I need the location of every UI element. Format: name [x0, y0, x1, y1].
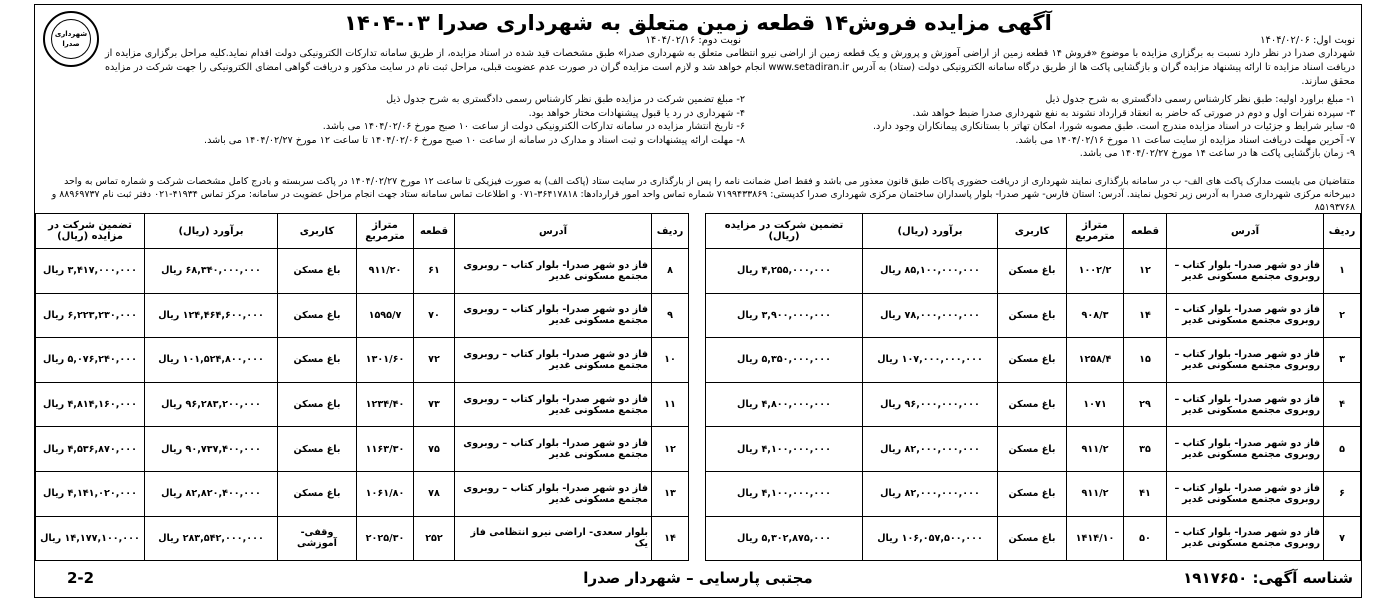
row-usage: باغ مسکن — [278, 382, 357, 427]
row-guarantee: ۴,۲۵۵,۰۰۰,۰۰۰ ریال — [706, 249, 863, 294]
row-guarantee: ۵,۳۵۰,۰۰۰,۰۰۰ ریال — [706, 338, 863, 383]
row-area: ۱۳۰۱/۶۰ — [357, 338, 414, 383]
condition-item: ۶- تاریخ انتشار مزایده در سامانه تدارکات الکترونیکی دولت از ساعت ۱۰ صبح مورخ ۱۴۰۴/۰۲/۰۶ می باشد. — [322, 121, 745, 132]
row-plot: ۷۰ — [414, 293, 455, 338]
ad-id: شناسه آگهی: ۱۹۱۷۶۵۰ — [1183, 569, 1353, 587]
row-area: ۱۲۵۸/۴ — [1067, 338, 1124, 383]
header-guarantee: تضمین شرکت در مزایده (ریال) — [706, 214, 863, 249]
condition-item: ۳- سپرده نفرات اول و دوم در صورتی که حاضر به انعقاد قرارداد نشوند به نفع شهرداری صدرا ضبط خواهد شد. — [912, 107, 1355, 119]
row-number: ۱ — [1324, 249, 1361, 294]
row-estimate: ۹۶,۲۸۳,۲۰۰,۰۰۰ ریال — [145, 382, 278, 427]
row-guarantee: ۱۴,۱۷۷,۱۰۰,۰۰۰ ریال — [36, 516, 145, 561]
header-area: متراژ مترمربع — [1067, 214, 1124, 249]
row-number: ۲ — [1324, 293, 1361, 338]
table-row — [706, 516, 1361, 561]
row-plot: ۵۰ — [1124, 516, 1167, 561]
row-usage: باغ مسکن — [998, 471, 1067, 516]
row-address: فاز دو شهر صدرا- بلوار کتاب – روبروی مجتمع مسکونی غدیر — [1167, 516, 1324, 561]
header-address: آدرس — [455, 214, 652, 249]
row-number: ۱۲ — [652, 427, 689, 472]
row-address: فاز دو شهر صدرا- بلوار کتاب – روبروی مجتمع مسکونی غدیر — [455, 382, 652, 427]
condition-item: ۷- آخرین مهلت دریافت اسناد مزایده از سایت ساعت ۱۱ مورخ ۱۴۰۴/۰۲/۱۶ می باشد. — [1015, 134, 1355, 146]
header-usage: کاربری — [998, 214, 1067, 249]
table-row — [36, 471, 689, 516]
row-area: ۱۰۷۱ — [1067, 382, 1124, 427]
conditions-list — [125, 93, 1355, 161]
row-area: ۲۰۲۵/۳۰ — [357, 516, 414, 561]
row-plot: ۲۹ — [1124, 382, 1167, 427]
row-plot: ۷۳ — [414, 382, 455, 427]
table-row — [706, 471, 1361, 516]
condition-item: ۹- زمان بازگشایی پاکت ها در ساعت ۱۴ مورخ ۱۴۰۴/۰۲/۲۷ می باشد. — [1079, 148, 1355, 159]
row-estimate: ۱۰۶,۰۵۷,۵۰۰,۰۰۰ ریال — [863, 516, 998, 561]
table-header-row — [36, 214, 689, 249]
conditions-row — [125, 147, 1355, 161]
row-guarantee: ۴,۸۰۰,۰۰۰,۰۰۰ ریال — [706, 382, 863, 427]
row-plot: ۶۱ — [414, 249, 455, 294]
row-usage: باغ مسکن — [278, 338, 357, 383]
row-address: فاز دو شهر صدرا- بلوار کتاب – روبروی مجتمع مسکونی غدیر — [1167, 382, 1324, 427]
table-row — [706, 382, 1361, 427]
row-guarantee: ۴,۱۴۱,۰۲۰,۰۰۰ ریال — [36, 471, 145, 516]
intro-paragraph: شهرداری صدرا در نظر دارد نسبت به برگزاری مزایده با موضوع «فروش ۱۴ قطعه زمین از اراضی آموزش و پرورش و یک قطعه زمین از اراضی نیرو انتظامی متعلق به شهرداری صدرا» طبق مشخصات قید شده در اسناد مزایده، از طریق سامانه تدارکات الکترونیکی دولت اقدام نماید.کلیه مراحل برگزاری مزایده از دریافت اسناد مزایده تا ارائه پیشنهاد مزایده گران و بازگشایی پاکت ها از طریق درگاه سامانه الکترونیکی دولت (ستاد) به آدرس www.setadiran.ir انجام خواهد شد و لازم است مزایده گران در صورت عدم عضویت قبلی، مراحل ثبت نام در سایت مذکور و دریافت گواهی امضای الکترونیکی را جهت شرکت در مزایده محقق سازند. — [105, 48, 1355, 87]
conditions-row — [125, 120, 1355, 134]
row-area: ۱۵۹۵/۷ — [357, 293, 414, 338]
table-row — [36, 293, 689, 338]
table-row — [36, 338, 689, 383]
second-notice-date: نوبت دوم: ۱۴۰۴/۰۲/۱۶ — [645, 35, 741, 46]
row-number: ۶ — [1324, 471, 1361, 516]
row-area: ۹۱۱/۲۰ — [357, 249, 414, 294]
header-area: متراژ مترمربع — [357, 214, 414, 249]
row-plot: ۷۸ — [414, 471, 455, 516]
row-area: ۱۴۱۴/۱۰ — [1067, 516, 1124, 561]
row-estimate: ۹۶,۰۰۰,۰۰۰,۰۰۰ ریال — [863, 382, 998, 427]
row-number: ۱۰ — [652, 338, 689, 383]
condition-item: ۵- سایر شرایط و جزئیات در اسناد مزایده مندرج است. طبق مصوبه شورا، امکان تهاتر با بستانکاری پیمانکاران وجود دارد. — [872, 121, 1355, 132]
row-usage: باغ مسکن — [998, 382, 1067, 427]
condition-item: ۲- مبلغ تضمین شرکت در مزایده طبق نظر کارشناس رسمی دادگستری به شرح جدول ذیل — [386, 94, 745, 105]
mayor-signature: مجتبی پارسایی – شهردار صدرا — [583, 569, 813, 587]
footer — [35, 567, 1361, 591]
table-row — [36, 249, 689, 294]
row-usage: باغ مسکن — [998, 516, 1067, 561]
row-usage: باغ مسکن — [998, 427, 1067, 472]
table-header-row — [706, 214, 1361, 249]
first-notice-date: نوبت اول: ۱۴۰۴/۰۲/۰۶ — [1260, 35, 1355, 46]
row-plot: ۱۲ — [1124, 249, 1167, 294]
header-row-number: ردیف — [1324, 214, 1361, 249]
row-usage: باغ مسکن — [278, 249, 357, 294]
row-estimate: ۸۲,۰۰۰,۰۰۰,۰۰۰ ریال — [863, 427, 998, 472]
page-number: 2-2 — [67, 569, 95, 587]
row-estimate: ۲۸۳,۵۴۲,۰۰۰,۰۰۰ ریال — [145, 516, 278, 561]
header-row-number: ردیف — [652, 214, 689, 249]
row-usage: باغ مسکن — [278, 471, 357, 516]
row-area: ۹۱۱/۲ — [1067, 471, 1124, 516]
row-plot: ۷۵ — [414, 427, 455, 472]
row-address: فاز دو شهر صدرا- بلوار کتاب – روبروی مجتمع مسکونی غدیر — [455, 471, 652, 516]
row-estimate: ۱۰۱,۵۲۴,۸۰۰,۰۰۰ ریال — [145, 338, 278, 383]
row-plot: ۳۵ — [1124, 427, 1167, 472]
table-row — [36, 516, 689, 561]
row-estimate: ۸۲,۸۲۰,۴۰۰,۰۰۰ ریال — [145, 471, 278, 516]
table-row — [706, 338, 1361, 383]
row-estimate: ۶۸,۳۴۰,۰۰۰,۰۰۰ ریال — [145, 249, 278, 294]
row-estimate: ۱۰۷,۰۰۰,۰۰۰,۰۰۰ ریال — [863, 338, 998, 383]
plots-table-left — [35, 213, 689, 561]
row-guarantee: ۴,۵۳۶,۸۷۰,۰۰۰ ریال — [36, 427, 145, 472]
row-number: ۸ — [652, 249, 689, 294]
row-address: فاز دو شهر صدرا- بلوار کتاب – روبروی مجتمع مسکونی غدیر — [455, 293, 652, 338]
row-address: فاز دو شهر صدرا- بلوار کتاب – روبروی مجتمع مسکونی غدیر — [1167, 249, 1324, 294]
row-plot: ۷۲ — [414, 338, 455, 383]
plots-table-right — [705, 213, 1361, 561]
row-estimate: ۷۸,۰۰۰,۰۰۰,۰۰۰ ریال — [863, 293, 998, 338]
conditions-row — [125, 107, 1355, 121]
row-area: ۱۲۳۴/۴۰ — [357, 382, 414, 427]
notice-frame — [34, 4, 1362, 598]
row-number: ۷ — [1324, 516, 1361, 561]
row-estimate: ۸۵,۱۰۰,۰۰۰,۰۰۰ ریال — [863, 249, 998, 294]
header-estimate: برآورد (ریال) — [145, 214, 278, 249]
table-row — [706, 293, 1361, 338]
row-number: ۳ — [1324, 338, 1361, 383]
condition-item: ۱- مبلغ براورد اولیه: طبق نظر کارشناس رسمی دادگستری به شرح جدول ذیل — [1045, 94, 1355, 105]
row-usage: باغ مسکن — [998, 338, 1067, 383]
condition-item: ۸- مهلت ارائه پیشنهادات و ثبت اسناد و مدارک در سامانه از ساعت ۱۰ صبح مورخ ۱۴۰۴/۰۲/۰۶ تا ساعت ۱۲ مورخ ۱۴۰۴/۰۲/۲۷ می باشد. — [204, 134, 745, 146]
row-guarantee: ۴,۸۱۴,۱۶۰,۰۰۰ ریال — [36, 382, 145, 427]
row-area: ۱۰۰۲/۲ — [1067, 249, 1124, 294]
header-plot: قطعه — [414, 214, 455, 249]
row-plot: ۲۵۲ — [414, 516, 455, 561]
row-number: ۵ — [1324, 427, 1361, 472]
submission-note: متقاضیان می بایست مدارک پاکت های الف- ب در سامانه بارگذاری نمایند شهرداری از دریافت حضوری پاکات طبق قانون معذور می باشد و فقط اصل ضمانت نامه را پس از بارگذاری در سایت ستاد (پاکت الف) به صورت فیزیکی تا ساعت ۱۲ مورخ ۱۴۰۴/۰۲/۲۷ در پاکت سربسته و بادرج کامل مشخصات شرکت و شماره تماس به واحد دبیرخانه مرکزی شهرداری صدرا به آدرس زیر تحویل نمایند. آدرس: استان فارس- شهر صدرا- بلوار پاسداران ساختمان مرکزی شهرداری صدرا کدپستی: ۷۱۹۹۴۳۳۸۶۹ شماره تماس واحد امور قراردادها: ۳۶۴۱۷۸۱۸-۰۷۱ و اطلاعات تماس سامانه ستاد جهت انجام مراحل عضویت در سامانه: مرکز تماس ۴۱۹۳۴-۰۲۱ دفتر ثبت نام ۸۸۹۶۹۷۳۷ و ۸۵۱۹۳۷۶۸ — [51, 176, 1355, 213]
row-guarantee: ۴,۱۰۰,۰۰۰,۰۰۰ ریال — [706, 471, 863, 516]
row-address: فاز دو شهر صدرا- بلوار کتاب – روبروی مجتمع مسکونی غدیر — [1167, 471, 1324, 516]
row-guarantee: ۵,۳۰۲,۸۷۵,۰۰۰ ریال — [706, 516, 863, 561]
row-guarantee: ۳,۹۰۰,۰۰۰,۰۰۰ ریال — [706, 293, 863, 338]
row-area: ۹۱۱/۲ — [1067, 427, 1124, 472]
header-usage: کاربری — [278, 214, 357, 249]
row-area: ۱۱۶۳/۳۰ — [357, 427, 414, 472]
row-usage: باغ مسکن — [998, 293, 1067, 338]
row-guarantee: ۶,۲۲۳,۲۳۰,۰۰۰ ریال — [36, 293, 145, 338]
row-usage: باغ مسکن — [278, 293, 357, 338]
table-row — [36, 382, 689, 427]
row-area: ۹۰۸/۳ — [1067, 293, 1124, 338]
row-address: فاز دو شهر صدرا- بلوار کتاب – روبروی مجتمع مسکونی غدیر — [455, 427, 652, 472]
logo-text: شهرداری صدرا — [54, 30, 88, 48]
row-address: فاز دو شهر صدرا- بلوار کتاب – روبروی مجتمع مسکونی غدیر — [1167, 427, 1324, 472]
row-usage: باغ مسکن — [998, 249, 1067, 294]
row-address: فاز دو شهر صدرا- بلوار کتاب – روبروی مجتمع مسکونی غدیر — [455, 338, 652, 383]
table-row — [706, 427, 1361, 472]
row-number: ۱۱ — [652, 382, 689, 427]
table-row — [36, 427, 689, 472]
row-number: ۹ — [652, 293, 689, 338]
row-area: ۱۰۶۱/۸۰ — [357, 471, 414, 516]
notice-title: آگهی مزایده فروش۱۴ قطعه زمین متعلق به شهرداری صدرا ۰۳-۱۴۰۴ — [344, 11, 1052, 35]
row-number: ۴ — [1324, 382, 1361, 427]
condition-item: ۴- شهرداری در رد یا قبول پیشنهادات مختار خواهد بود. — [528, 107, 745, 119]
row-plot: ۱۴ — [1124, 293, 1167, 338]
row-address: بلوار سعدی- اراضی نیرو انتظامی فاز یک — [455, 516, 652, 561]
row-guarantee: ۳,۴۱۷,۰۰۰,۰۰۰ ریال — [36, 249, 145, 294]
table-row — [706, 249, 1361, 294]
row-address: فاز دو شهر صدرا- بلوار کتاب – روبروی مجتمع مسکونی غدیر — [1167, 338, 1324, 383]
row-plot: ۴۱ — [1124, 471, 1167, 516]
row-estimate: ۸۲,۰۰۰,۰۰۰,۰۰۰ ریال — [863, 471, 998, 516]
row-usage: وقفی- آموزشی — [278, 516, 357, 561]
row-plot: ۱۵ — [1124, 338, 1167, 383]
row-estimate: ۱۲۴,۴۶۴,۶۰۰,۰۰۰ ریال — [145, 293, 278, 338]
row-address: فاز دو شهر صدرا- بلوار کتاب – روبروی مجتمع مسکونی غدیر — [455, 249, 652, 294]
header-guarantee: تضمین شرکت در مزایده (ریال) — [36, 214, 145, 249]
condition-item — [135, 147, 745, 161]
header-plot: قطعه — [1124, 214, 1167, 249]
row-number: ۱۳ — [652, 471, 689, 516]
row-guarantee: ۵,۰۷۶,۲۴۰,۰۰۰ ریال — [36, 338, 145, 383]
row-estimate: ۹۰,۷۳۷,۴۰۰,۰۰۰ ریال — [145, 427, 278, 472]
conditions-row — [125, 93, 1355, 107]
header-address: آدرس — [1167, 214, 1324, 249]
row-guarantee: ۴,۱۰۰,۰۰۰,۰۰۰ ریال — [706, 427, 863, 472]
conditions-row — [125, 134, 1355, 148]
row-address: فاز دو شهر صدرا- بلوار کتاب – روبروی مجتمع مسکونی غدیر — [1167, 293, 1324, 338]
row-number: ۱۴ — [652, 516, 689, 561]
row-usage: باغ مسکن — [278, 427, 357, 472]
header-estimate: برآورد (ریال) — [863, 214, 998, 249]
